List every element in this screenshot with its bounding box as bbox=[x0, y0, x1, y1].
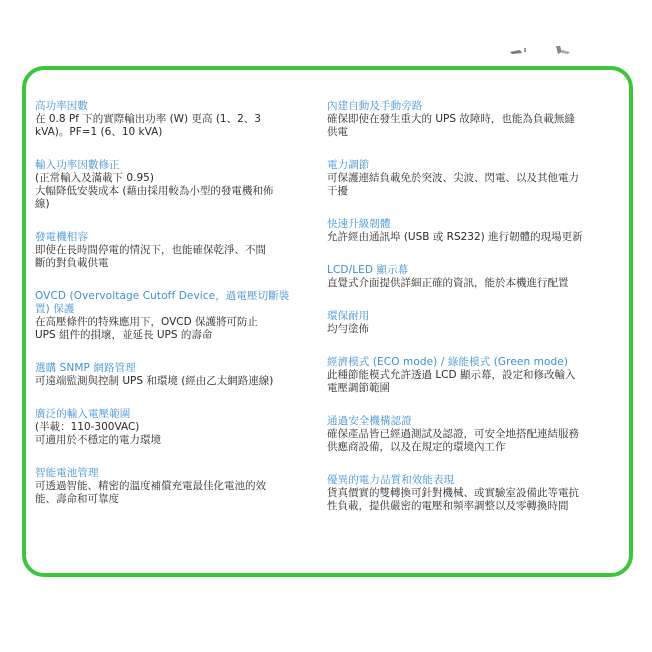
feature-title: 輸入功率因數修正 bbox=[35, 159, 120, 171]
feature-item bbox=[327, 415, 607, 454]
feature-item bbox=[35, 231, 315, 270]
feature-title: 智能電池管理 bbox=[35, 467, 99, 479]
feature-item bbox=[35, 362, 315, 388]
feature-title: 電力調節 bbox=[327, 159, 370, 171]
feature-description: 此種節能模式允許透過 LCD 顯示幕，設定和修改輸入 電壓調節範圍 bbox=[327, 369, 576, 394]
feature-item bbox=[35, 467, 315, 506]
feature-title: 廣泛的輸入電壓範圍 bbox=[35, 408, 131, 420]
feature-title: 發電機相容 bbox=[35, 231, 88, 243]
feature-description: 確保即使在發生重大的 UPS 故障時，也能為負載無縫 供電 bbox=[327, 113, 575, 138]
feature-item bbox=[35, 408, 315, 447]
feature-item bbox=[35, 290, 315, 342]
feature-description: 均勻塗佈 bbox=[327, 323, 369, 335]
feature-description: 確保產品皆已經過測試及認證，可安全地搭配連結服務 供應商設備，以及在規定的環境內工作 bbox=[327, 428, 579, 453]
feature-item bbox=[327, 310, 607, 336]
right-feature-column bbox=[327, 100, 607, 533]
feature-description: 即使在長時間停電的情況下，也能確保乾淨、不間 斷的對負載供電 bbox=[35, 244, 266, 269]
feature-title: OVCD (Overvoltage Cutoff Device，過電壓切斷裝 置) 保護 bbox=[35, 290, 290, 315]
feature-item bbox=[327, 356, 607, 395]
feature-title: 通過安全機構認證 bbox=[327, 415, 412, 427]
feature-title: 經濟模式 (ECO mode) / 綠能模式 (Green mode) bbox=[327, 356, 569, 368]
feature-title: 環保耐用 bbox=[327, 310, 370, 322]
feature-description: (正常輸入及滿載下 0.95) 大幅降低安裝成本 (藉由採用較為小型的發電機和佈 線) bbox=[35, 172, 274, 210]
feature-description: 可遠端監測與控制 UPS 和環境 (經由乙太網路連線) bbox=[35, 375, 274, 387]
feature-description: 貨真價實的雙轉換可針對機械、或實驗室設備此等電抗 性負載，提供嚴密的電壓和頻率調整以及零轉換時間 bbox=[327, 487, 579, 512]
feature-item bbox=[327, 218, 607, 244]
feature-description: 可保護連結負載免於突波、尖波、閃電、以及其他電力 干擾 bbox=[327, 172, 579, 197]
left-feature-column bbox=[35, 100, 315, 526]
feature-item bbox=[35, 100, 315, 139]
feature-item bbox=[327, 159, 607, 198]
feature-panel bbox=[22, 66, 633, 577]
feature-description: 允許經由通訊埠 (USB 或 RS232) 進行韌體的現場更新 bbox=[327, 231, 583, 243]
feature-description: 在 0.8 Pf 下的實際輸出功率 (W) 更高 (1、2、3 kVA)。PF=1 (6、10 kVA) bbox=[35, 113, 261, 138]
feature-title: 快速升級韌體 bbox=[327, 218, 391, 230]
feature-title: LCD/LED 顯示幕 bbox=[327, 264, 409, 276]
feature-title: 高功率因數 bbox=[35, 100, 88, 112]
feature-title: 選購 SNMP 網路管理 bbox=[35, 362, 136, 374]
decorative-marks bbox=[510, 44, 580, 58]
feature-item bbox=[35, 159, 315, 211]
feature-description: 可透過智能、精密的溫度補償充電最佳化電池的效 能、壽命和可靠度 bbox=[35, 480, 266, 505]
feature-description: 在高壓條件的特殊應用下，OVCD 保護將可防止 UPS 組件的損壞，並延長 UPS 的壽命 bbox=[35, 316, 259, 341]
feature-title: 內建自動及手動旁路 bbox=[327, 100, 423, 112]
feature-item bbox=[327, 100, 607, 139]
feature-description: (半載：110-300VAC) 可適用於不穩定的電力環境 bbox=[35, 421, 161, 446]
feature-item bbox=[327, 474, 607, 513]
feature-description: 直覺式介面提供詳細正確的資訊，能於本機進行配置 bbox=[327, 277, 569, 289]
feature-title: 優異的電力品質和效能表現 bbox=[327, 474, 455, 486]
feature-item bbox=[327, 264, 607, 290]
